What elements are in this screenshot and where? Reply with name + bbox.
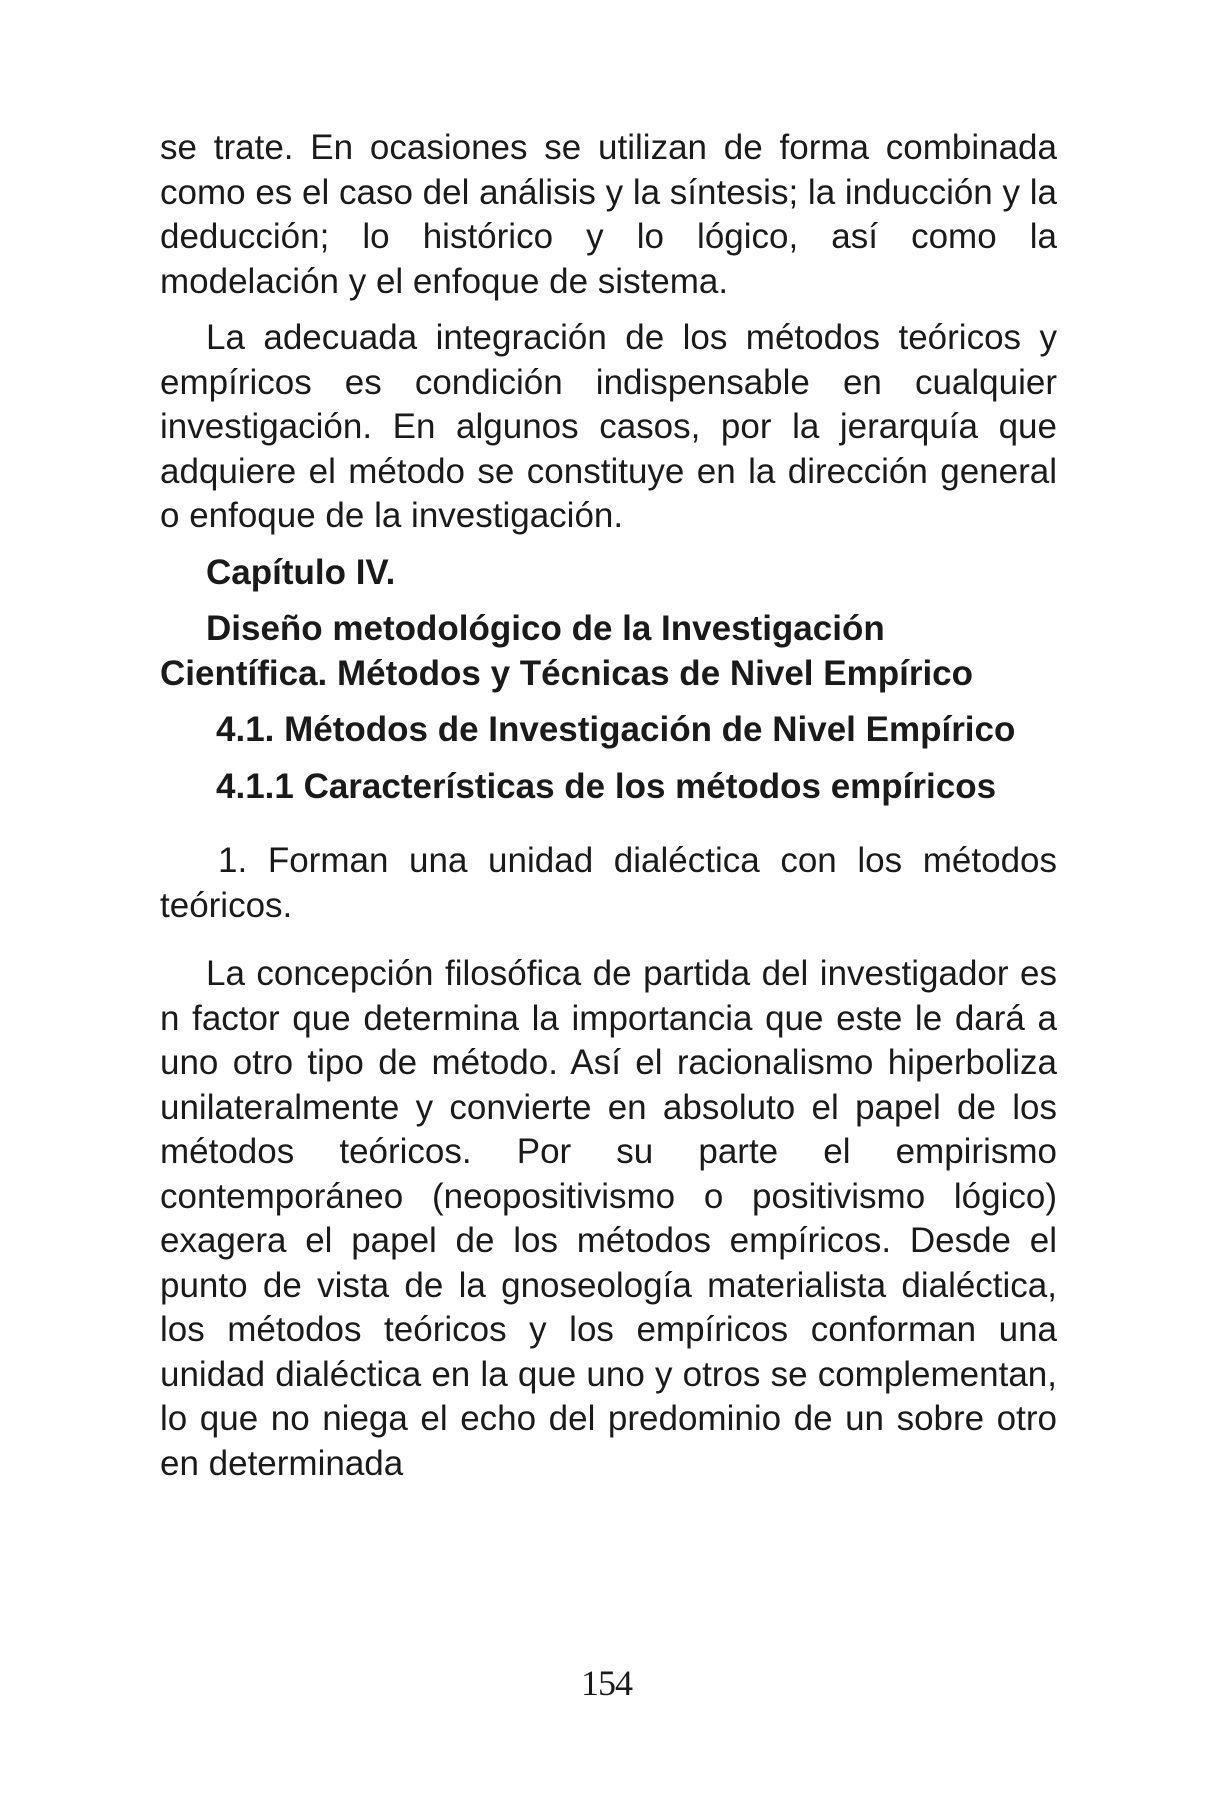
section-heading: 4.1. Métodos de Investigación de Nivel Empírico xyxy=(216,710,1016,749)
subsection-heading: 4.1.1 Características de los métodos empíricos xyxy=(216,766,997,806)
page-content xyxy=(160,126,1057,1486)
body-paragraph: La concepción filosófica de partida del investigador es n factor que determina la importancia que este le dará a uno otro tipo de método. Así el racionalismo hiperboliza unilateralmente y convierte en absoluto el papel de los métodos teóricos. Por su parte el empirismo contemporáneo (neopositivismo o positivismo lógico) exagera el papel de los métodos empíricos. Desde el punto de vista de la gnoseología materialista dialéctica, los métodos teóricos y los empíricos conforman una unidad dialéctica en la que uno y otros se complementan, lo que no niega el echo del predominio de un sobre otro en determinada xyxy=(160,954,1057,1483)
body-paragraph: se trate. En ocasiones se utilizan de forma combinada como es el caso del análisis y la síntesis; la inducción y la deducción; lo histórico y lo lógico, así como la modelación y el enfoque de sistema. xyxy=(160,128,1057,301)
list-item: 1. Forman una unidad dialéctica con los métodos teóricos. xyxy=(160,841,1057,925)
chapter-label: Capítulo IV. xyxy=(206,552,396,592)
body-paragraph: La adecuada integración de los métodos teóricos y empíricos es condición indispensable en cualquier investigación. En algunos casos, por la jerarquía que adquiere el método se constituye en la dirección general o enfoque de la investigación. xyxy=(160,318,1057,535)
chapter-title: Diseño metodológico de la Investigación Científica. Métodos y Técnicas de Nivel Empírico xyxy=(160,609,974,693)
page-number: 154 xyxy=(581,1663,632,1703)
